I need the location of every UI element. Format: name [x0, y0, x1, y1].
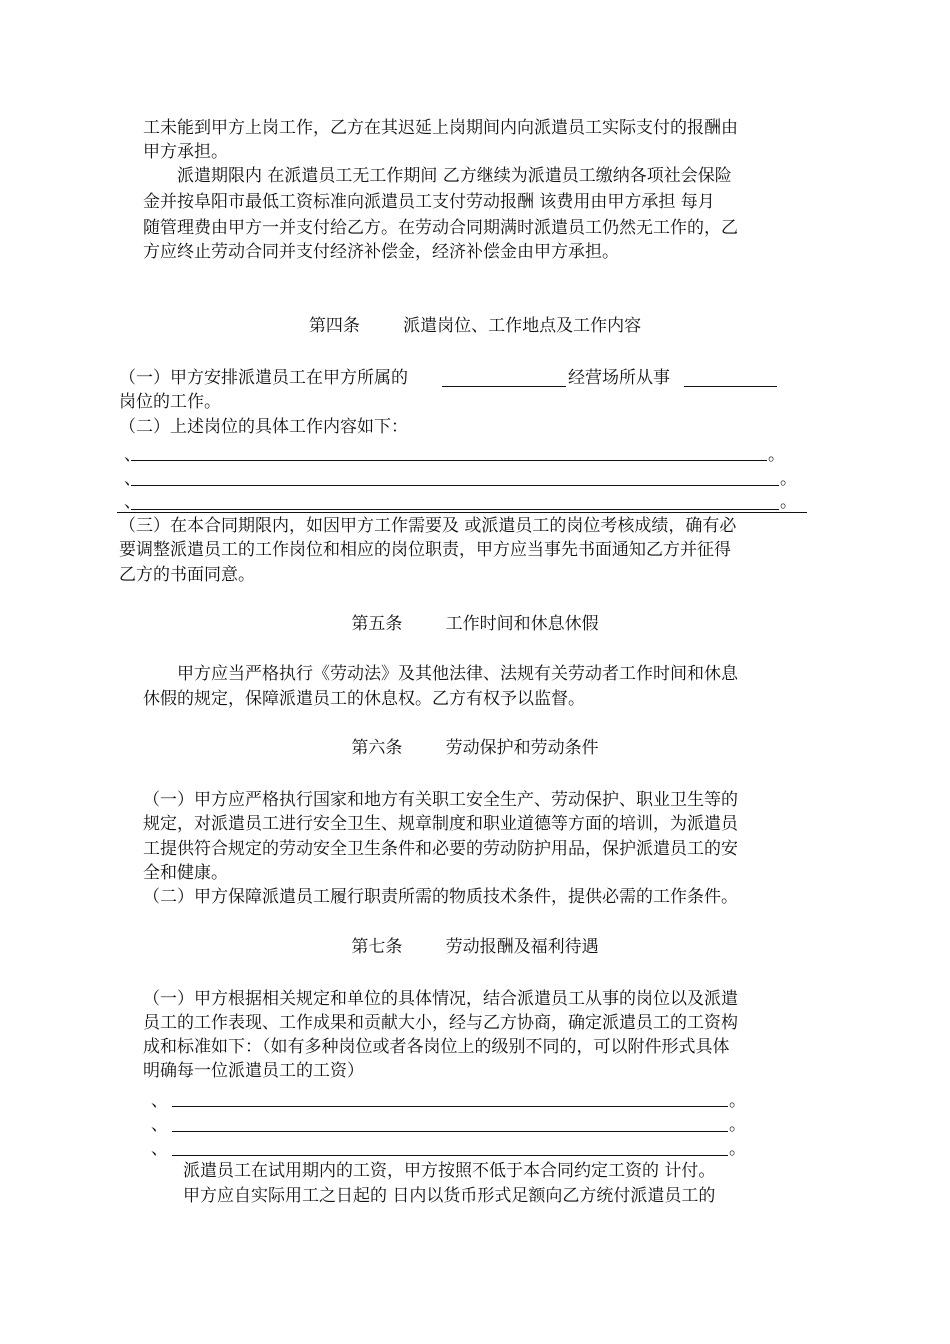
wage-blank-1[interactable]: [172, 1106, 728, 1107]
article-5-heading: 第五条 工作时间和休息休假: [351, 614, 599, 634]
duty-blank-1-suffix: 。: [768, 445, 785, 465]
wage-blank-1-prefix: 、: [151, 1091, 168, 1111]
article-4-heading: 第四条 派遣岗位、工作地点及工作内容: [308, 316, 642, 336]
intro-line-6: 方应终止劳动合同并支付经济补偿金，经济补偿金由甲方承担。: [143, 242, 619, 262]
duty-blank-3-suffix: 。: [780, 492, 797, 512]
duty-blank-1[interactable]: [131, 460, 767, 461]
duty-blank-3-prefix: 、: [124, 492, 141, 512]
article-5-line-1: 甲方应当严格执行《劳动法》及其他法律、法规有关劳动者工作时间和休息: [177, 664, 738, 684]
intro-line-4: 金并按阜阳市最低工资标准向派遣员工支付劳动报酬 该费用由甲方承担 每月: [143, 192, 715, 212]
article-6-item-1-line-2: 规定，对派遣员工进行安全卫生、规章制度和职业道德等方面的培训，为派遣员: [143, 814, 738, 834]
article-4-item-3-line-2: 要调整派遣员工的工作岗位和相应的岗位职责，甲方应当事先书面通知乙方并征得: [119, 540, 731, 560]
wage-blank-3-prefix: 、: [151, 1139, 168, 1159]
article-4-item-1-text-c: 岗位的工作。: [119, 392, 221, 412]
payment-terms-text: 甲方应自实际用工之日起的 日内以货币形式足额向乙方统付派遣员工的: [183, 1186, 716, 1206]
position-blank[interactable]: [684, 386, 777, 387]
duty-blank-2-suffix: 。: [780, 469, 797, 489]
duty-blank-3[interactable]: [131, 509, 779, 510]
wage-blank-1-suffix: 。: [729, 1091, 746, 1111]
probation-wage-text: 派遣员工在试用期内的工资，甲方按照不低于本合同约定工资的 计付。: [183, 1161, 716, 1181]
article-4-item-1-text-b: 经营场所从事: [568, 368, 670, 388]
duty-blank-1-prefix: 、: [124, 445, 141, 465]
duty-blank-2-prefix: 、: [124, 469, 141, 489]
article-6-item-1-line-4: 全和健康。: [143, 863, 228, 883]
article-7-item-1-line-3: 成和标准如下：（如有多种岗位或者各岗位上的级别不同的，可以附件形式具体: [143, 1037, 730, 1057]
article-4-item-3-line-1: （三）在本合同期限内，如因甲方工作需要及 或派遣员工的岗位考核成绩，确有必: [119, 516, 737, 536]
wage-blank-2[interactable]: [172, 1131, 728, 1132]
divider-line: [117, 512, 807, 513]
wage-blank-2-prefix: 、: [151, 1115, 168, 1135]
article-4-item-3-line-3: 乙方的书面同意。: [119, 565, 255, 585]
article-7-item-1-line-4: 明确每一位派遣员工的工资）: [143, 1061, 364, 1081]
wage-blank-3[interactable]: [172, 1155, 728, 1156]
intro-line-1: 工未能到甲方上岗工作，乙方在其迟延上岗期间内向派遣员工实际支付的报酬由: [143, 118, 738, 138]
wage-blank-3-suffix: 。: [729, 1139, 746, 1159]
article-4-item-1-text-a: （一）甲方安排派遣员工在甲方所属的: [119, 368, 408, 388]
article-7-item-1-line-1: （一）甲方根据相关规定和单位的具体情况，结合派遣员工从事的岗位以及派遣: [143, 989, 738, 1009]
article-5-line-2: 休假的规定，保障派遣员工的休息权。乙方有权予以监督。: [143, 689, 585, 709]
article-6-heading: 第六条 劳动保护和劳动条件: [351, 738, 599, 758]
article-6-item-2: （二）甲方保障派遣员工履行职责所需的物质技术条件，提供必需的工作条件。: [143, 887, 738, 907]
article-4-item-2: （二）上述岗位的具体工作内容如下：: [119, 417, 408, 437]
intro-line-2: 甲方承担。: [143, 142, 228, 162]
article-7-item-1-line-2: 员工的工作表现、工作成果和贡献大小，经与乙方协商，确定派遣员工的工资构: [143, 1013, 738, 1033]
intro-line-5: 随管理费由甲方一并支付给乙方。在劳动合同期满时派遣员工仍然无工作的，乙: [143, 218, 738, 238]
duty-blank-2[interactable]: [131, 485, 779, 486]
article-7-heading: 第七条 劳动报酬及福利待遇: [351, 937, 599, 957]
intro-line-3: 派遣期限内 在派遣员工无工作期间 乙方继续为派遣员工缴纳各项社会保险: [177, 166, 732, 186]
location-blank[interactable]: [442, 386, 566, 387]
wage-blank-2-suffix: 。: [729, 1115, 746, 1135]
article-6-item-1-line-1: （一）甲方应严格执行国家和地方有关职工安全生产、劳动保护、职业卫生等的: [143, 790, 738, 810]
article-6-item-1-line-3: 工提供符合规定的劳动安全卫生条件和必要的劳动防护用品，保护派遣员工的安: [143, 839, 738, 859]
